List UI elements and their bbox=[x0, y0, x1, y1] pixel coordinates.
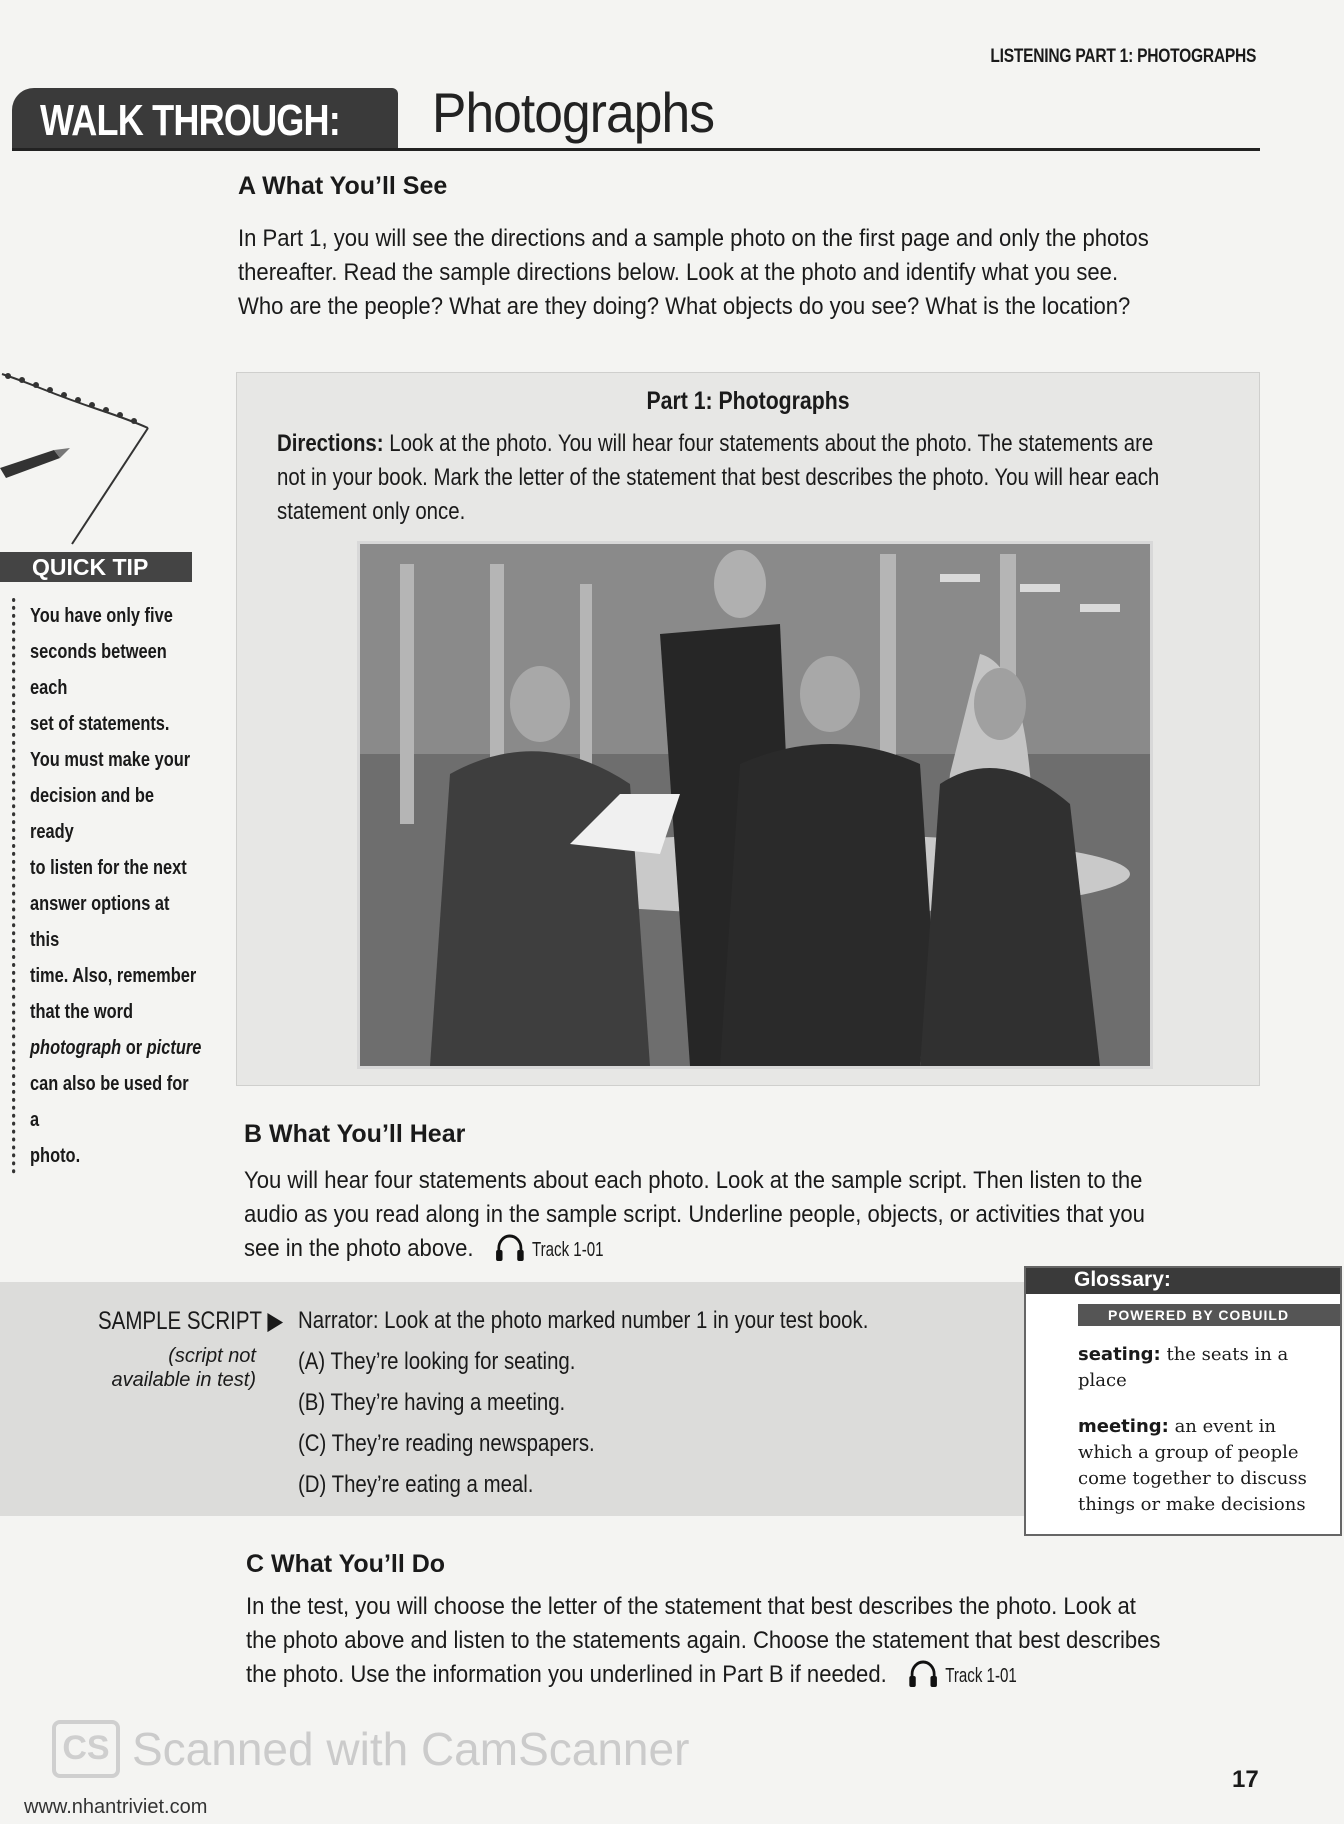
quick-tip-label: QUICK TIP bbox=[0, 552, 192, 582]
option-a: (A) They’re looking for seating. bbox=[298, 1348, 576, 1375]
quick-tip-text: You have only five seconds between each set of statements. You must make your decision and be ready to listen for the next answer options at this time. Also, remember that the word photograph or picture can also be used for a photo. bbox=[12, 598, 202, 1174]
glossary-entry-meeting: meeting: an event in which a group of people come together to discuss things or make decisions bbox=[1078, 1416, 1307, 1515]
section-a-heading: A What You’ll See bbox=[238, 172, 448, 200]
option-d: (D) They’re eating a meal. bbox=[298, 1471, 534, 1498]
section-b-heading: B What You’ll Hear bbox=[244, 1120, 466, 1148]
directions-text: Directions: Look at the photo. You will hear four statements about the photo. The statements are not in your book. Mark the letter of the statement that best describes the photo. You will hear each statement only once. bbox=[277, 430, 1160, 525]
page-title: Photographs bbox=[432, 81, 715, 144]
cobuild-badge: POWERED BY COBUILD bbox=[1078, 1304, 1340, 1326]
option-b: (B) They’re having a meeting. bbox=[298, 1389, 566, 1416]
script-note: (script not available in test) bbox=[111, 1345, 256, 1391]
headphones-icon bbox=[494, 1234, 525, 1262]
section-a-text: In Part 1, you will see the directions and a sample photo on the first page and only the photos thereafter. Read the sample directions below. Look at the photo and identify what you see. Who are the people? What are they doing? What objects do you see? What is the location? bbox=[238, 225, 1149, 320]
walk-through-badge bbox=[12, 88, 398, 150]
title-rule bbox=[12, 148, 1260, 151]
sample-script-label: SAMPLE SCRIPT ▶ bbox=[98, 1307, 284, 1335]
camscanner-watermark: Scanned with CamScanner bbox=[132, 1723, 690, 1775]
sample-photo bbox=[357, 541, 1153, 1069]
glossary-box bbox=[1024, 1266, 1342, 1536]
headphones-icon bbox=[908, 1660, 939, 1688]
narrator-line: Narrator: Look at the photo marked number 1 in your test book. bbox=[298, 1307, 869, 1334]
glossary-entry-seating: seating: the seats in a place bbox=[1078, 1344, 1289, 1391]
camscanner-logo: CS bbox=[52, 1720, 120, 1778]
section-b-text: You will hear four statements about each photo. Look at the sample script. Then listen to the audio as you read along in the sample script. Underline people, objects, or activities that you see in the photo above. Track 1-01 bbox=[244, 1164, 1228, 1267]
section-c-heading: C What You’ll Do bbox=[246, 1550, 446, 1578]
running-head: LISTENING PART 1: PHOTOGRAPHS bbox=[990, 46, 1256, 67]
badge-label: WALK THROUGH: bbox=[40, 96, 340, 145]
page-number: 17 bbox=[1232, 1766, 1259, 1793]
option-c: (C) They’re reading newspapers. bbox=[298, 1430, 595, 1457]
directions-title: Part 1: Photographs bbox=[646, 387, 850, 415]
glossary-heading: Glossary: bbox=[1026, 1268, 1340, 1294]
section-c-text: In the test, you will choose the letter of the statement that best describes the photo. Look at the photo above and listen to the statements again. Choose the statement that best describes the photo. Use the information you underlined in Part B if needed. Track 1-01 bbox=[246, 1590, 1230, 1693]
website-link[interactable]: www.nhantriviet.com bbox=[24, 1796, 208, 1818]
track-label[interactable]: Track 1-01 bbox=[531, 1239, 604, 1261]
notebook-pen-icon bbox=[0, 362, 160, 552]
track-label[interactable]: Track 1-01 bbox=[945, 1665, 1017, 1687]
sample-script-lines bbox=[298, 1300, 868, 1505]
directions-box bbox=[236, 372, 1260, 1086]
